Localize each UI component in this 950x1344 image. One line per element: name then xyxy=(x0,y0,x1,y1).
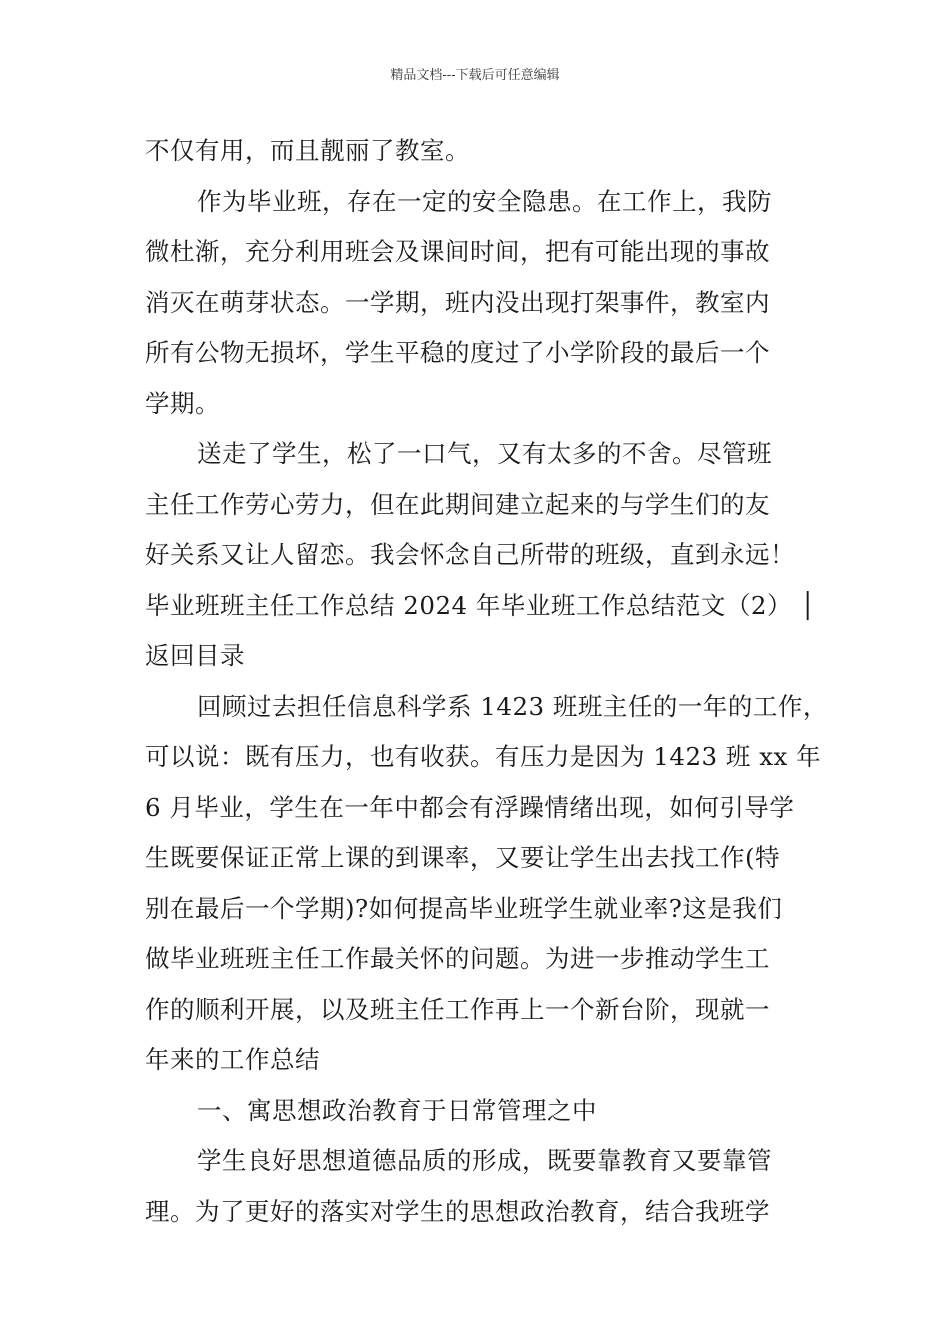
text-line: 作的顺利开展，以及班主任工作再上一个新台阶，现就一 xyxy=(145,994,770,1024)
text-line: 理。为了更好的落实对学生的思想政治教育，结合我班学 xyxy=(145,1196,770,1226)
text-line: 消灭在萌芽状态。一学期，班内没出现打架事件，教室内 xyxy=(145,287,770,317)
text-line: 生既要保证正常上课的到课率，又要让学生出去找工作(特 xyxy=(145,843,781,872)
text-line: 可以说：既有压力，也有收获。有压力是因为 1423 班 xx 年 xyxy=(145,742,822,771)
page-header: 精品文档---下载后可任意编辑 xyxy=(390,68,560,83)
text-line: 主任工作劳心劳力，但在此期间建立起来的与学生们的友 xyxy=(145,489,770,519)
document-body xyxy=(145,126,835,1237)
text-line: 微杜渐，充分利用班会及课间时间，把有可能出现的事故 xyxy=(145,237,770,266)
text-line: 好关系又让人留恋。我会怀念自己所带的班级，直到永远！ xyxy=(145,540,795,569)
text-line: 年来的工作总结 xyxy=(145,1045,320,1074)
text-line: 6 月毕业，学生在一年中都会有浮躁情绪出现，如何引导学 xyxy=(145,792,795,822)
return-toc-link[interactable]: 返回目录 xyxy=(145,641,245,670)
text-line: 所有公物无损坏，学生平稳的度过了小学阶段的最后一个 xyxy=(145,338,770,367)
paragraph-start-line: 作为毕业班，存在一定的安全隐患。在工作上，我防 xyxy=(197,186,772,216)
paragraph-start-line: 回顾过去担任信息科学系 1423 班班主任的一年的工作， xyxy=(197,691,828,721)
text-line: 做毕业班班主任工作最关怀的问题。为进一步推动学生工 xyxy=(145,944,770,973)
paragraph-start-line: 送走了学生，松了一口气，又有太多的不舍。尽管班 xyxy=(197,439,772,468)
paragraph-start-line: 学生良好思想道德品质的形成，既要靠教育又要靠管 xyxy=(197,1146,772,1175)
text-line: 学期。 xyxy=(145,388,220,418)
section-heading: 毕业班班主任工作总结 2024 年毕业班工作总结范文（2） │ xyxy=(145,590,816,620)
text-line: 别在最后一个学期)?如何提高毕业班学生就业率?这是我们 xyxy=(145,893,783,923)
subsection-heading: 一、寓思想政治教育于日常管理之中 xyxy=(197,1095,597,1125)
text-line: 不仅有用，而且靓丽了教室。 xyxy=(145,136,470,165)
return-toc-line xyxy=(145,631,835,682)
